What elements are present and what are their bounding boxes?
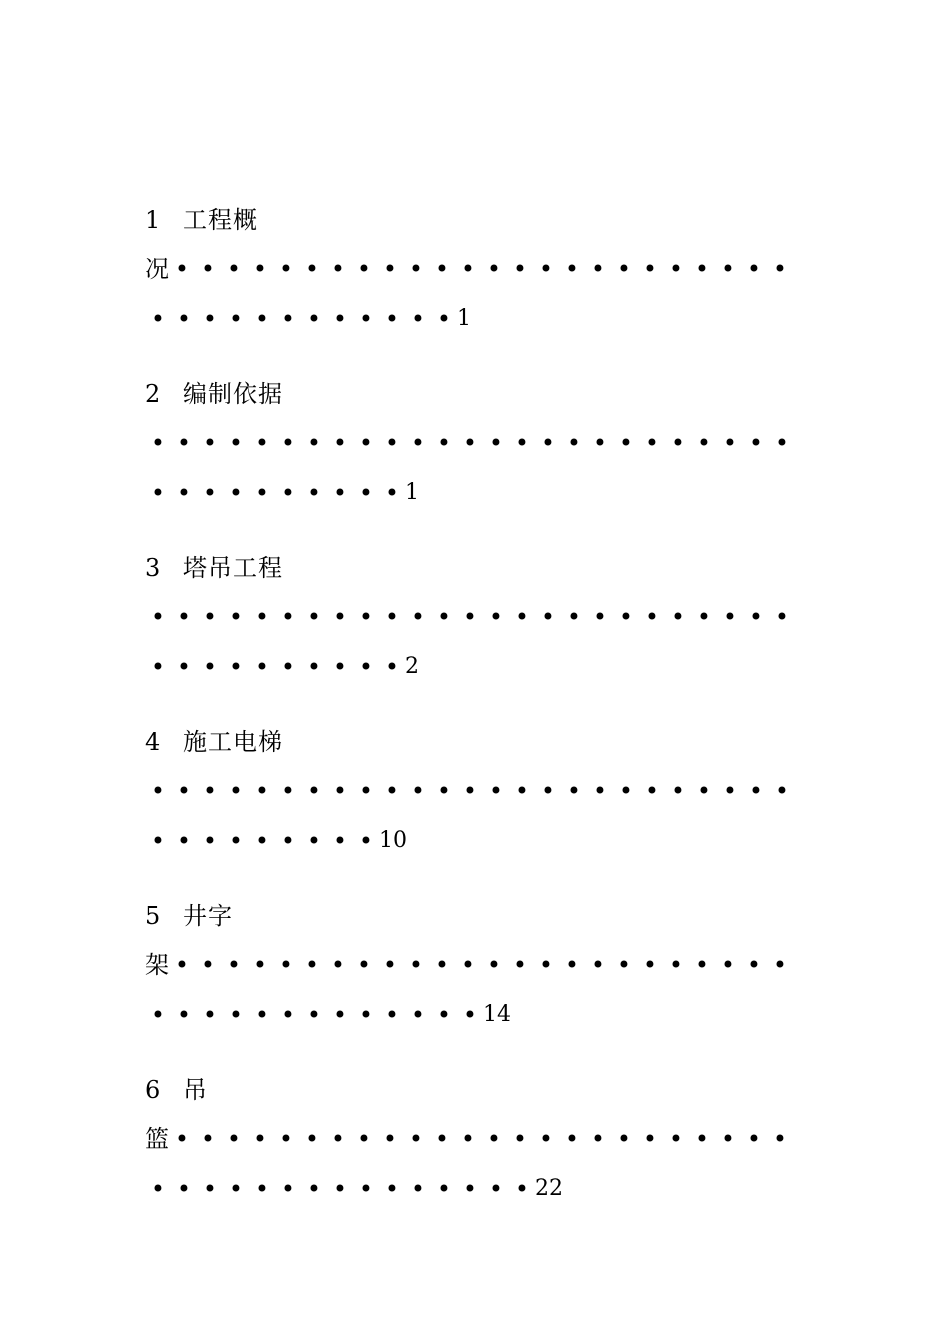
leader-dot: • (694, 255, 710, 283)
leader-dot: • (618, 777, 634, 805)
toc-entry-heading (145, 195, 785, 244)
leader-dot: • (746, 255, 762, 283)
toc-leader-row (145, 418, 790, 468)
leader-dot: • (436, 603, 452, 631)
toc-dot-leader (145, 598, 795, 636)
leader-dot: • (384, 1001, 400, 1029)
leader-dot: • (202, 827, 218, 855)
toc-leader-row (145, 940, 788, 990)
leader-dot: • (306, 305, 322, 333)
leader-dot: • (592, 777, 608, 805)
leader-dot: • (514, 1175, 530, 1203)
toc-entry-number: 3 (145, 553, 161, 582)
leader-dot: • (306, 603, 322, 631)
leader-dot: • (176, 1175, 192, 1203)
leader-dot: • (306, 429, 322, 457)
leader-dot: • (696, 777, 712, 805)
toc-page-number: 1 (457, 306, 471, 331)
leader-dot: • (280, 1001, 296, 1029)
toc-leader-row-end (145, 990, 785, 1040)
leader-dot: • (590, 1125, 606, 1153)
leader-dot: • (462, 777, 478, 805)
toc-entry[interactable] (145, 1065, 788, 1214)
leader-dot: • (228, 479, 244, 507)
leader-dot: • (176, 429, 192, 457)
toc-entry-title: 施工电梯 (183, 727, 283, 756)
leader-dot: • (228, 603, 244, 631)
leader-dot: • (538, 1125, 554, 1153)
leader-dot: • (722, 429, 738, 457)
leader-dot: • (176, 603, 192, 631)
leader-dot: • (304, 255, 320, 283)
leader-dot: • (202, 1001, 218, 1029)
leader-dot: • (176, 827, 192, 855)
leader-dot: • (332, 827, 348, 855)
leader-dot: • (176, 1001, 192, 1029)
leader-dot: • (774, 429, 790, 457)
leader-dot: • (434, 951, 450, 979)
leader-dot: • (564, 951, 580, 979)
leader-dot: • (486, 255, 502, 283)
leader-dot: • (176, 653, 192, 681)
leader-dot: • (434, 1125, 450, 1153)
toc-entry-title: 编制依据 (183, 379, 283, 408)
leader-dot: • (358, 1175, 374, 1203)
leader-dot: • (150, 429, 166, 457)
leader-dot: • (668, 255, 684, 283)
leader-dot: • (748, 603, 764, 631)
leader-dot: • (280, 653, 296, 681)
leader-dot: • (642, 1125, 658, 1153)
toc-dot-leader (169, 1120, 793, 1158)
leader-dot: • (384, 603, 400, 631)
leader-dot: • (150, 479, 166, 507)
toc-entry-number: 4 (145, 727, 161, 756)
toc-entry-title-continuation: 况 (145, 255, 169, 283)
toc-dot-leader (145, 772, 795, 810)
toc-leader-row-end (145, 468, 785, 518)
leader-dot: • (332, 305, 348, 333)
leader-dot: • (200, 1125, 216, 1153)
toc-dot-leader (145, 300, 457, 338)
leader-dot: • (228, 1001, 244, 1029)
leader-dot: • (488, 603, 504, 631)
leader-dot: • (462, 429, 478, 457)
leader-dot: • (486, 951, 502, 979)
leader-dot: • (436, 777, 452, 805)
leader-dot: • (410, 429, 426, 457)
leader-dot: • (280, 603, 296, 631)
leader-dot: • (202, 429, 218, 457)
leader-dot: • (384, 1175, 400, 1203)
leader-dot: • (202, 653, 218, 681)
table-of-contents (145, 195, 790, 1214)
leader-dot: • (306, 1175, 322, 1203)
leader-dot: • (514, 603, 530, 631)
toc-entry[interactable] (145, 195, 788, 344)
toc-leader-row (145, 1114, 788, 1164)
leader-dot: • (332, 603, 348, 631)
leader-dot: • (202, 603, 218, 631)
leader-dot: • (772, 255, 788, 283)
leader-dot: • (410, 305, 426, 333)
leader-dot: • (278, 1125, 294, 1153)
toc-dot-leader (145, 822, 379, 860)
leader-dot: • (228, 777, 244, 805)
leader-dot: • (774, 603, 790, 631)
toc-entry-number: 1 (145, 205, 161, 234)
leader-dot: • (722, 603, 738, 631)
leader-dot: • (176, 777, 192, 805)
leader-dot: • (592, 429, 608, 457)
leader-dot: • (252, 1125, 268, 1153)
leader-dot: • (254, 479, 270, 507)
leader-dot: • (306, 1001, 322, 1029)
leader-dot: • (150, 1175, 166, 1203)
leader-dot: • (512, 951, 528, 979)
leader-dot: • (462, 1175, 478, 1203)
toc-leader-row (145, 244, 788, 294)
leader-dot: • (590, 255, 606, 283)
leader-dot: • (384, 429, 400, 457)
leader-dot: • (722, 777, 738, 805)
leader-dot: • (384, 479, 400, 507)
leader-dot: • (356, 1125, 372, 1153)
leader-dot: • (668, 1125, 684, 1153)
leader-dot: • (306, 653, 322, 681)
toc-entry[interactable] (145, 543, 790, 692)
leader-dot: • (226, 1125, 242, 1153)
leader-dot: • (254, 603, 270, 631)
toc-dot-leader (145, 424, 795, 462)
leader-dot: • (356, 951, 372, 979)
toc-entry-heading (145, 717, 785, 766)
leader-dot: • (488, 429, 504, 457)
leader-dot: • (176, 479, 192, 507)
leader-dot: • (254, 305, 270, 333)
toc-entry-title: 工程概 (183, 205, 258, 234)
leader-dot: • (200, 951, 216, 979)
toc-entry-heading (145, 891, 785, 940)
leader-dot: • (228, 1175, 244, 1203)
leader-dot: • (202, 479, 218, 507)
leader-dot: • (306, 777, 322, 805)
leader-dot: • (616, 951, 632, 979)
leader-dot: • (540, 429, 556, 457)
toc-leader-row-end (145, 1164, 785, 1214)
leader-dot: • (460, 951, 476, 979)
leader-dot: • (748, 429, 764, 457)
toc-leader-row-end (145, 642, 785, 692)
leader-dot: • (150, 653, 166, 681)
leader-dot: • (254, 1175, 270, 1203)
leader-dot: • (774, 777, 790, 805)
leader-dot: • (772, 951, 788, 979)
leader-dot: • (644, 429, 660, 457)
leader-dot: • (434, 255, 450, 283)
toc-entry-title-continuation: 架 (145, 951, 169, 979)
toc-dot-leader (145, 1170, 535, 1208)
leader-dot: • (382, 255, 398, 283)
leader-dot: • (358, 429, 374, 457)
toc-page-number: 22 (535, 1176, 563, 1201)
leader-dot: • (254, 827, 270, 855)
leader-dot: • (514, 429, 530, 457)
leader-dot: • (566, 429, 582, 457)
leader-dot: • (382, 951, 398, 979)
toc-entry-title: 吊 (183, 1075, 208, 1104)
leader-dot: • (228, 429, 244, 457)
leader-dot: • (460, 255, 476, 283)
toc-leader-row (145, 592, 790, 642)
leader-dot: • (332, 429, 348, 457)
toc-dot-leader (145, 648, 405, 686)
leader-dot: • (332, 777, 348, 805)
toc-entry-number: 6 (145, 1075, 161, 1104)
leader-dot: • (278, 255, 294, 283)
leader-dot: • (332, 479, 348, 507)
leader-dot: • (304, 1125, 320, 1153)
toc-page-number: 10 (379, 828, 407, 853)
toc-entry-heading (145, 369, 785, 418)
leader-dot: • (668, 951, 684, 979)
leader-dot: • (176, 305, 192, 333)
leader-dot: • (488, 777, 504, 805)
leader-dot: • (228, 305, 244, 333)
leader-dot: • (408, 951, 424, 979)
leader-dot: • (696, 603, 712, 631)
leader-dot: • (252, 255, 268, 283)
leader-dot: • (720, 951, 736, 979)
leader-dot: • (618, 429, 634, 457)
leader-dot: • (460, 1125, 476, 1153)
leader-dot: • (358, 1001, 374, 1029)
leader-dot: • (358, 603, 374, 631)
leader-dot: • (772, 1125, 788, 1153)
leader-dot: • (462, 1001, 478, 1029)
leader-dot: • (384, 305, 400, 333)
leader-dot: • (616, 255, 632, 283)
leader-dot: • (670, 603, 686, 631)
toc-entry[interactable] (145, 369, 790, 518)
toc-dot-leader (169, 946, 793, 984)
toc-page-number: 1 (405, 480, 419, 505)
leader-dot: • (488, 1175, 504, 1203)
leader-dot: • (436, 305, 452, 333)
leader-dot: • (280, 1175, 296, 1203)
leader-dot: • (540, 777, 556, 805)
leader-dot: • (280, 305, 296, 333)
leader-dot: • (358, 479, 374, 507)
leader-dot: • (200, 255, 216, 283)
leader-dot: • (278, 951, 294, 979)
leader-dot: • (746, 1125, 762, 1153)
leader-dot: • (514, 777, 530, 805)
leader-dot: • (720, 1125, 736, 1153)
leader-dot: • (304, 951, 320, 979)
leader-dot: • (644, 603, 660, 631)
leader-dot: • (670, 429, 686, 457)
leader-dot: • (358, 827, 374, 855)
toc-entry[interactable] (145, 891, 788, 1040)
leader-dot: • (228, 827, 244, 855)
leader-dot: • (150, 603, 166, 631)
leader-dot: • (512, 1125, 528, 1153)
toc-entry-heading (145, 543, 785, 592)
leader-dot: • (330, 951, 346, 979)
toc-entry-title: 塔吊工程 (183, 553, 283, 582)
leader-dot: • (410, 603, 426, 631)
toc-entry-title-continuation: 篮 (145, 1125, 169, 1153)
leader-dot: • (618, 603, 634, 631)
toc-leader-row-end (145, 294, 785, 344)
leader-dot: • (564, 255, 580, 283)
toc-entry-title: 井字 (183, 901, 233, 930)
leader-dot: • (330, 1125, 346, 1153)
leader-dot: • (486, 1125, 502, 1153)
leader-dot: • (748, 777, 764, 805)
leader-dot: • (642, 255, 658, 283)
leader-dot: • (150, 305, 166, 333)
leader-dot: • (436, 1175, 452, 1203)
toc-dot-leader (145, 474, 405, 512)
leader-dot: • (410, 1175, 426, 1203)
toc-leader-row-end (145, 816, 785, 866)
leader-dot: • (436, 429, 452, 457)
toc-page-number: 2 (405, 654, 419, 679)
leader-dot: • (306, 827, 322, 855)
leader-dot: • (670, 777, 686, 805)
toc-entry[interactable] (145, 717, 790, 866)
leader-dot: • (644, 777, 660, 805)
leader-dot: • (746, 951, 762, 979)
toc-entry-heading (145, 1065, 785, 1114)
leader-dot: • (384, 653, 400, 681)
leader-dot: • (538, 951, 554, 979)
leader-dot: • (590, 951, 606, 979)
leader-dot: • (228, 653, 244, 681)
leader-dot: • (202, 777, 218, 805)
leader-dot: • (280, 479, 296, 507)
leader-dot: • (254, 429, 270, 457)
leader-dot: • (254, 653, 270, 681)
leader-dot: • (306, 479, 322, 507)
leader-dot: • (358, 305, 374, 333)
toc-entry-number: 2 (145, 379, 161, 408)
toc-leader-row (145, 766, 790, 816)
leader-dot: • (720, 255, 736, 283)
leader-dot: • (694, 951, 710, 979)
leader-dot: • (436, 1001, 452, 1029)
leader-dot: • (174, 255, 190, 283)
leader-dot: • (254, 777, 270, 805)
leader-dot: • (332, 653, 348, 681)
leader-dot: • (696, 429, 712, 457)
leader-dot: • (280, 827, 296, 855)
toc-dot-leader (145, 996, 483, 1034)
leader-dot: • (356, 255, 372, 283)
leader-dot: • (592, 603, 608, 631)
leader-dot: • (382, 1125, 398, 1153)
toc-entry-number: 5 (145, 901, 161, 930)
leader-dot: • (332, 1175, 348, 1203)
leader-dot: • (642, 951, 658, 979)
leader-dot: • (408, 255, 424, 283)
leader-dot: • (358, 653, 374, 681)
leader-dot: • (358, 777, 374, 805)
leader-dot: • (410, 777, 426, 805)
leader-dot: • (150, 777, 166, 805)
leader-dot: • (410, 1001, 426, 1029)
leader-dot: • (408, 1125, 424, 1153)
leader-dot: • (330, 255, 346, 283)
leader-dot: • (694, 1125, 710, 1153)
leader-dot: • (566, 777, 582, 805)
leader-dot: • (174, 1125, 190, 1153)
leader-dot: • (564, 1125, 580, 1153)
leader-dot: • (150, 827, 166, 855)
toc-page-number: 14 (483, 1002, 511, 1027)
toc-dot-leader (169, 250, 793, 288)
leader-dot: • (616, 1125, 632, 1153)
leader-dot: • (254, 1001, 270, 1029)
leader-dot: • (512, 255, 528, 283)
leader-dot: • (226, 951, 242, 979)
leader-dot: • (384, 777, 400, 805)
leader-dot: • (566, 603, 582, 631)
leader-dot: • (252, 951, 268, 979)
leader-dot: • (202, 1175, 218, 1203)
leader-dot: • (174, 951, 190, 979)
leader-dot: • (202, 305, 218, 333)
leader-dot: • (462, 603, 478, 631)
leader-dot: • (226, 255, 242, 283)
leader-dot: • (332, 1001, 348, 1029)
leader-dot: • (540, 603, 556, 631)
leader-dot: • (280, 777, 296, 805)
leader-dot: • (538, 255, 554, 283)
leader-dot: • (280, 429, 296, 457)
leader-dot: • (150, 1001, 166, 1029)
